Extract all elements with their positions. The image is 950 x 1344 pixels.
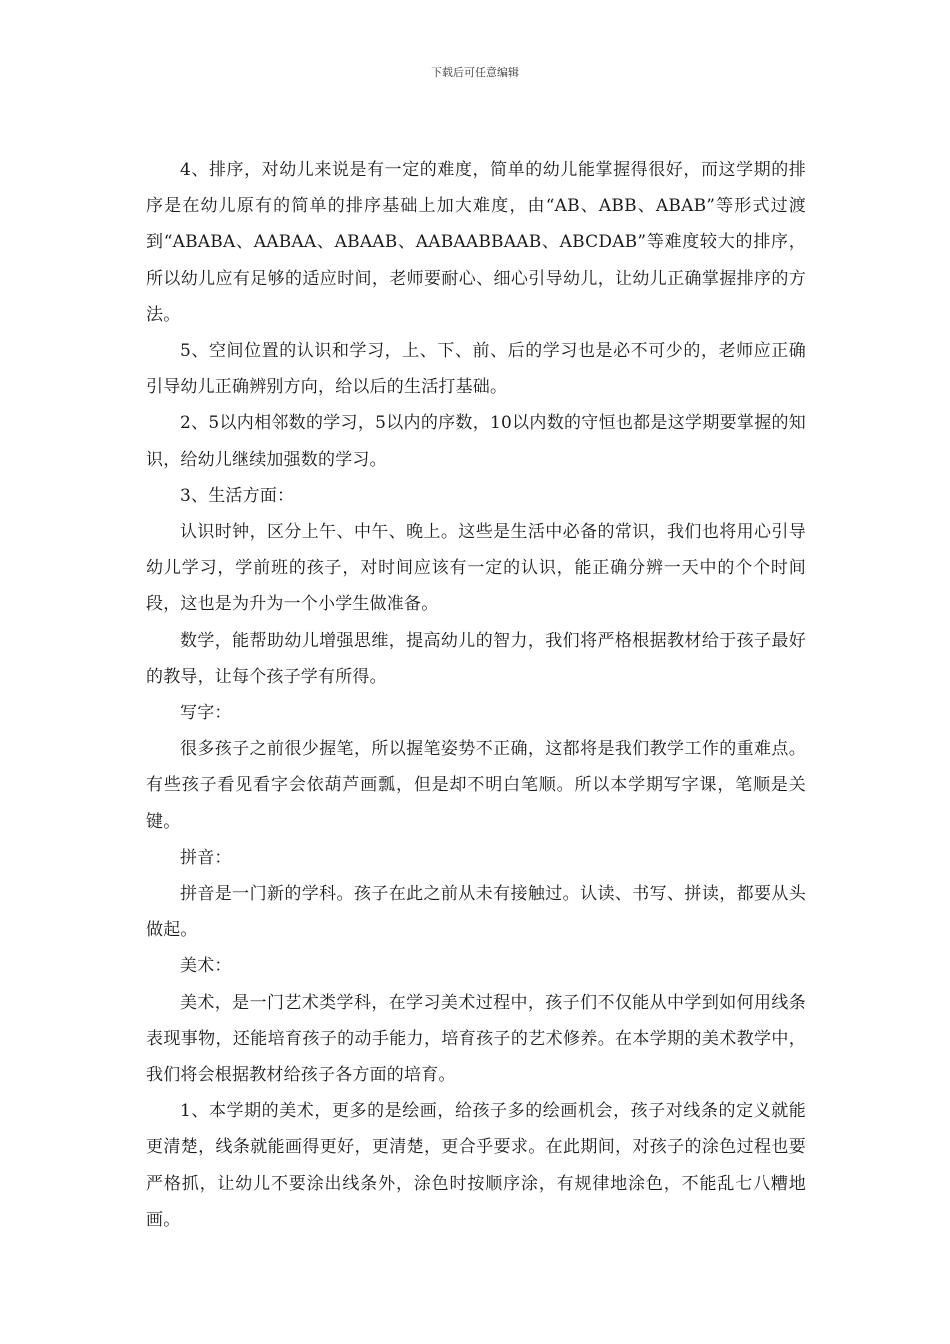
heading-pinyin: 拼音： bbox=[180, 847, 232, 868]
page-header-note: 下载后可任意编辑 bbox=[431, 66, 519, 79]
heading-life-aspect: 3、生活方面： bbox=[180, 485, 295, 506]
paragraph-adjacent-numbers: 2、5以内相邻数的学习，5以内的序数，10以内数的守恒也都是这学期要掌握的知识，给幼儿继续加强数的学习。 bbox=[146, 413, 806, 470]
paragraph-clock: 认识时钟，区分上午、中午、晚上。这些是生活中必备的常识，我们也将用心引导幼儿学习，学前班的孩子，对时间应该有一定的认识，能正确分辨一天中的个个时间段，这也是为升为一个小学生做准备。 bbox=[146, 522, 806, 615]
heading-writing: 写字： bbox=[180, 703, 232, 724]
paragraph-pinyin: 拼音是一门新的学科。孩子在此之前从未有接触过。认读、书写、拼读，都要从头做起。 bbox=[146, 884, 806, 941]
paragraph-writing: 很多孩子之前很少握笔，所以握笔姿势不正确，这都将是我们教学工作的重难点。有些孩子看见看字会依葫芦画瓢，但是却不明白笔顺。所以本学期写字课，笔顺是关键。 bbox=[146, 739, 806, 832]
paragraph-art: 美术，是一门艺术类学科，在学习美术过程中，孩子们不仅能从中学到如何用线条表现事物，还能培育孩子的动手能力，培育孩子的艺术修养。在本学期的美术教学中，我们将会根据教材给孩子各方面的培育。 bbox=[146, 992, 806, 1086]
document-body bbox=[146, 152, 806, 1238]
heading-art: 美术： bbox=[180, 956, 232, 977]
paragraph-art-drawing: 1、本学期的美术，更多的是绘画，给孩子多的绘画机会，孩子对线条的定义就能更清楚，线条就能画得更好，更清楚，更合乎要求。在此期间，对孩子的涂色过程也要严格抓，让幼儿不要涂出线条外，涂色时按顺序涂，有规律地涂色，不能乱七八糟地画。 bbox=[146, 1101, 806, 1230]
paragraph-spatial-position: 5、空间位置的认识和学习，上、下、前、后的学习也是必不可少的，老师应正确引导幼儿正确辨别方向，给以后的生活打基础。 bbox=[146, 341, 806, 398]
paragraph-math: 数学，能帮助幼儿增强思维，提高幼儿的智力，我们将严格根据教材给于孩子最好的教导，让每个孩子学有所得。 bbox=[146, 630, 806, 687]
paragraph-sorting: 4、排序，对幼儿来说是有一定的难度，简单的幼儿能掌握得很好，而这学期的排序是在幼儿原有的简单的排序基础上加大难度，由“AB、ABB、ABAB”等形式过渡到“ABABA、AABAA、ABAAB、AABAABBAAB、ABCDAB”等难度较大的排序，所以幼儿应有足够的适应时间，老师要耐心、细心引导幼儿，让幼儿正确掌握排序的方法。 bbox=[146, 160, 806, 325]
